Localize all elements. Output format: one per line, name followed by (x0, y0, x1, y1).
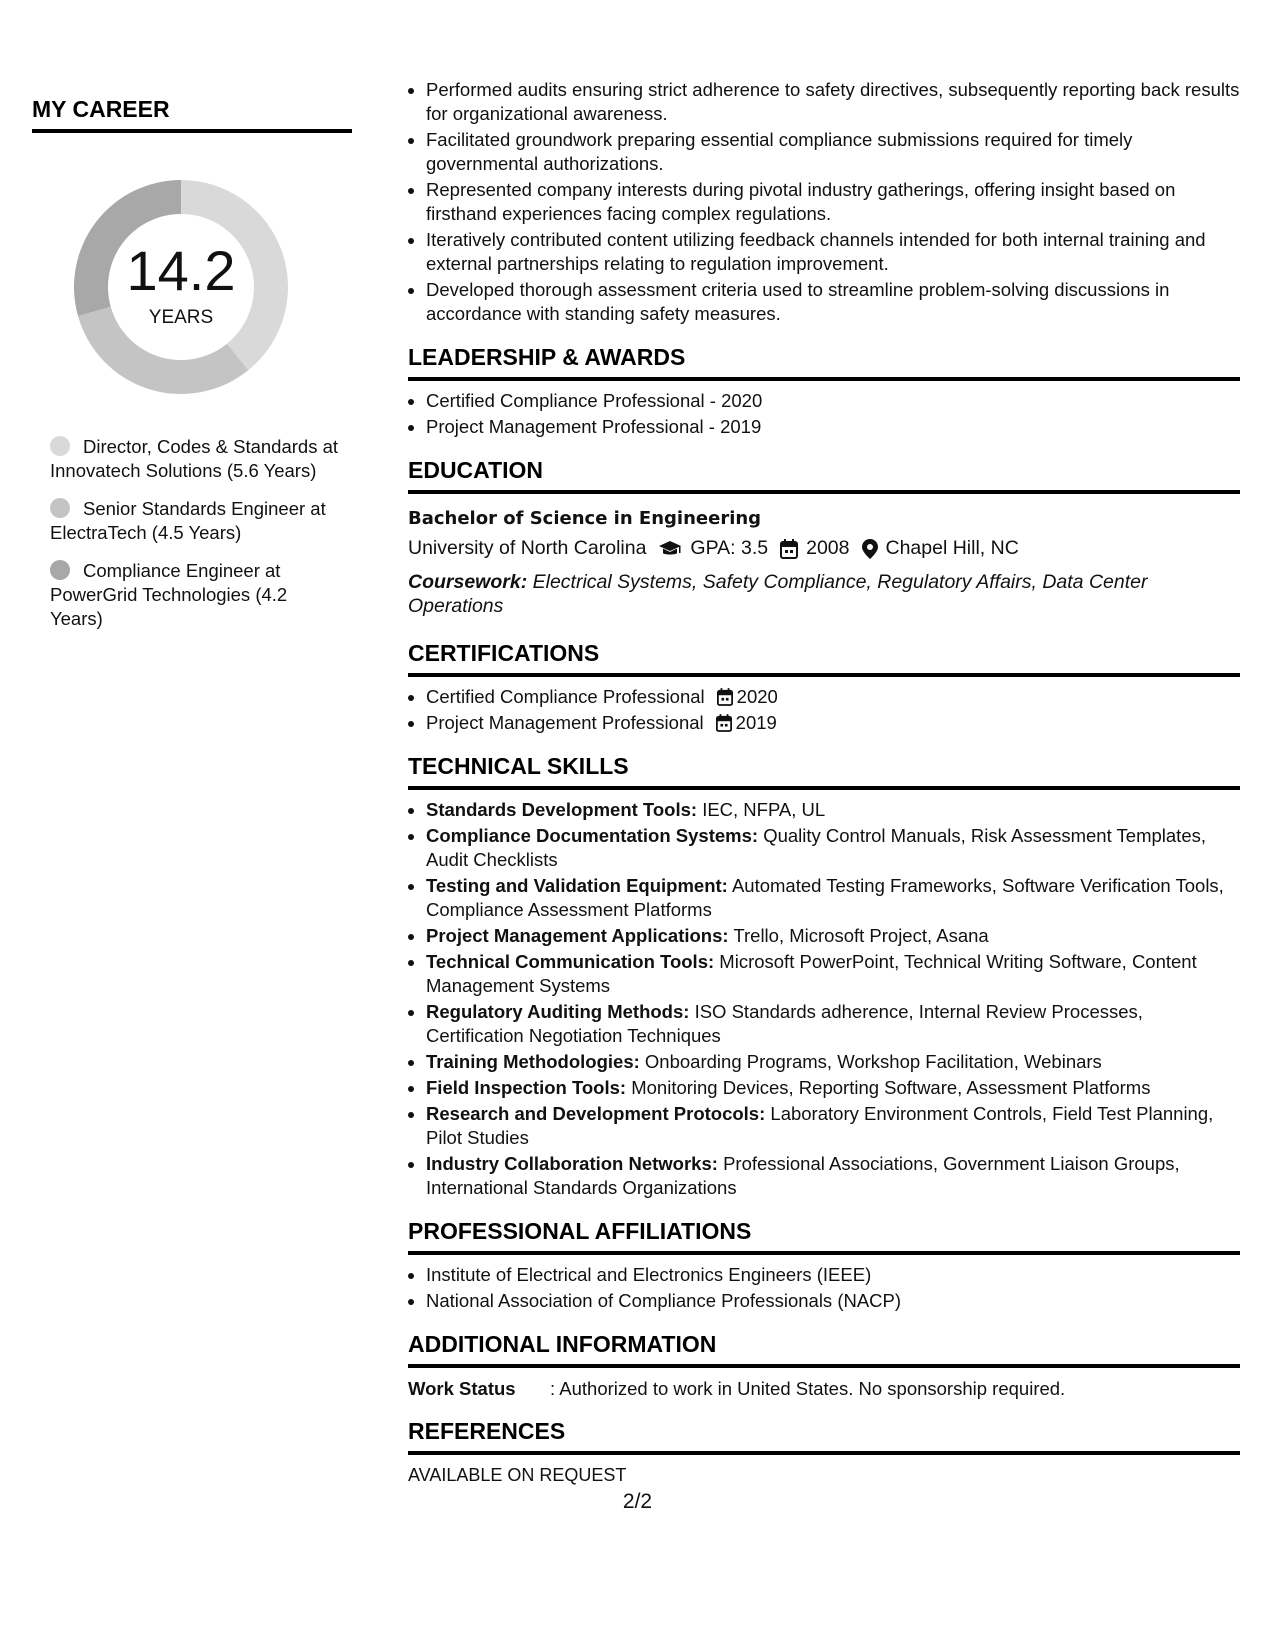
certifications-list (408, 685, 1240, 735)
list-item (426, 1152, 1240, 1200)
coursework-label: Coursework: (408, 571, 528, 593)
legend-dot (50, 436, 70, 456)
list-item (426, 1102, 1240, 1150)
list-item: • Developed thorough assessment criteria used to streamline problem-solving discussions in accordance with standing safety measures. (426, 278, 1240, 326)
cert-name: Certified Compliance Professional (426, 686, 705, 707)
list-item (426, 824, 1240, 872)
list-item: • Institute of Electrical and Electronics Engineers (IEEE) (426, 1263, 1240, 1287)
references-heading: REFERENCES (408, 1418, 1240, 1455)
list-item: • Project Management Professional - 2019 (426, 415, 1240, 439)
list-item (426, 711, 1240, 735)
graduation-year: 2008 (806, 537, 850, 559)
list-item (426, 924, 1240, 948)
skills-list (408, 798, 1240, 1200)
skill-label: Compliance Documentation Systems: (426, 825, 759, 846)
additional-info-heading: ADDITIONAL INFORMATION (408, 1331, 1240, 1368)
sidebar (32, 96, 352, 645)
location: Chapel Hill, NC (885, 537, 1019, 559)
work-status-value: : Authorized to work in United States. No sponsorship required. (550, 1378, 1066, 1399)
cert-year: 2020 (736, 686, 778, 707)
legend-dot (50, 498, 70, 518)
list-item: • National Association of Compliance Professionals (NACP) (426, 1289, 1240, 1313)
skill-value: Quality Control Manuals, Risk Assessment Templates, Audit Checklists (426, 825, 1206, 870)
skill-label: Field Inspection Tools: (426, 1077, 627, 1098)
list-item: • Certified Compliance Professional - 2020 (426, 389, 1240, 413)
skill-label: Project Management Applications: (426, 925, 729, 946)
skill-label: Research and Development Protocols: (426, 1103, 766, 1124)
work-status-label: Work Status (408, 1378, 516, 1399)
career-donut-chart (67, 173, 295, 401)
main-content (408, 78, 1240, 1486)
coursework-value: Electrical Systems, Safety Compliance, Regulatory Affairs, Data Center Operations (408, 571, 1148, 617)
skill-value: Trello, Microsoft Project, Asana (733, 925, 989, 946)
career-legend (50, 435, 340, 631)
list-item (426, 874, 1240, 922)
cert-name: Project Management Professional (426, 712, 704, 733)
map-pin-icon (862, 539, 878, 559)
list-item (426, 1000, 1240, 1048)
total-years-value: 14.2 (126, 239, 236, 302)
legend-dot (50, 560, 70, 580)
skill-label: Training Methodologies: (426, 1051, 640, 1072)
affiliations-heading: PROFESSIONAL AFFILIATIONS (408, 1218, 1240, 1255)
cert-year: 2019 (735, 712, 777, 733)
skill-value: Monitoring Devices, Reporting Software, Assessment Platforms (631, 1077, 1151, 1098)
skill-value: Laboratory Environment Controls, Field Test Planning, Pilot Studies (426, 1103, 1214, 1148)
page-number: 2/2 (622, 1490, 653, 1513)
graduation-cap-icon (658, 540, 682, 558)
degree: Bachelor of Science in Engineering (408, 508, 762, 529)
leadership-heading: LEADERSHIP & AWARDS (408, 344, 1240, 381)
list-item (426, 1050, 1240, 1074)
list-item: • Represented company interests during pivotal industry gatherings, offering insight based on firsthand experiences facing complex regulations. (426, 178, 1240, 226)
skill-label: Regulatory Auditing Methods: (426, 1001, 690, 1022)
skills-heading: TECHNICAL SKILLS (408, 753, 1240, 790)
list-item: • Performed audits ensuring strict adherence to safety directives, subsequently reporting back results for organizational awareness. (426, 78, 1240, 126)
list-item: • Iteratively contributed content utilizing feedback channels intended for both internal training and external partnerships relating to regulation improvement. (426, 228, 1240, 276)
total-years-unit: YEARS (148, 307, 214, 328)
legend-label: Compliance Engineer at PowerGrid Technologies (4.2 Years) (50, 560, 288, 629)
references-text: AVAILABLE ON REQUEST (408, 1465, 627, 1485)
career-heading: MY CAREER (32, 96, 352, 133)
legend-item (50, 559, 340, 631)
list-item (426, 798, 1240, 822)
calendar-icon (716, 714, 732, 732)
experience-bullets (408, 78, 1240, 326)
gpa: GPA: 3.5 (690, 537, 769, 559)
legend-item (50, 497, 340, 545)
skill-value: Automated Testing Frameworks, Software Verification Tools, Compliance Assessment Platforms (426, 875, 1224, 920)
skill-label: Industry Collaboration Networks: (426, 1153, 718, 1174)
work-status-row (408, 1378, 1240, 1400)
school: University of North Carolina (408, 537, 647, 559)
skill-value: IEC, NFPA, UL (702, 799, 826, 820)
skill-value: Professional Associations, Government Liaison Groups, International Standards Organizations (426, 1153, 1180, 1198)
legend-label: Senior Standards Engineer at ElectraTech (4.5 Years) (50, 498, 326, 543)
certifications-heading: CERTIFICATIONS (408, 640, 1240, 677)
skill-value: Onboarding Programs, Workshop Facilitation, Webinars (644, 1051, 1102, 1072)
leadership-list (408, 389, 1240, 439)
skill-label: Technical Communication Tools: (426, 951, 715, 972)
skill-value: ISO Standards adherence, Internal Review Processes, Certification Negotiation Techniques (426, 1001, 1143, 1046)
calendar-icon (717, 688, 733, 706)
skill-label: Testing and Validation Equipment: (426, 875, 728, 896)
education-details (408, 537, 1240, 560)
list-item: • Facilitated groundwork preparing essential compliance submissions required for timely governmental authorizations. (426, 128, 1240, 176)
affiliations-list (408, 1263, 1240, 1313)
calendar-icon (780, 539, 798, 559)
legend-label: Director, Codes & Standards at Innovatech Solutions (5.6 Years) (50, 436, 339, 481)
list-item (426, 1076, 1240, 1100)
skill-value: Microsoft PowerPoint, Technical Writing Software, Content Management Systems (426, 951, 1197, 996)
list-item (426, 950, 1240, 998)
legend-item (50, 435, 340, 483)
education-heading: EDUCATION (408, 457, 1240, 494)
list-item (426, 685, 1240, 709)
coursework (408, 570, 1240, 618)
skill-label: Standards Development Tools: (426, 799, 698, 820)
